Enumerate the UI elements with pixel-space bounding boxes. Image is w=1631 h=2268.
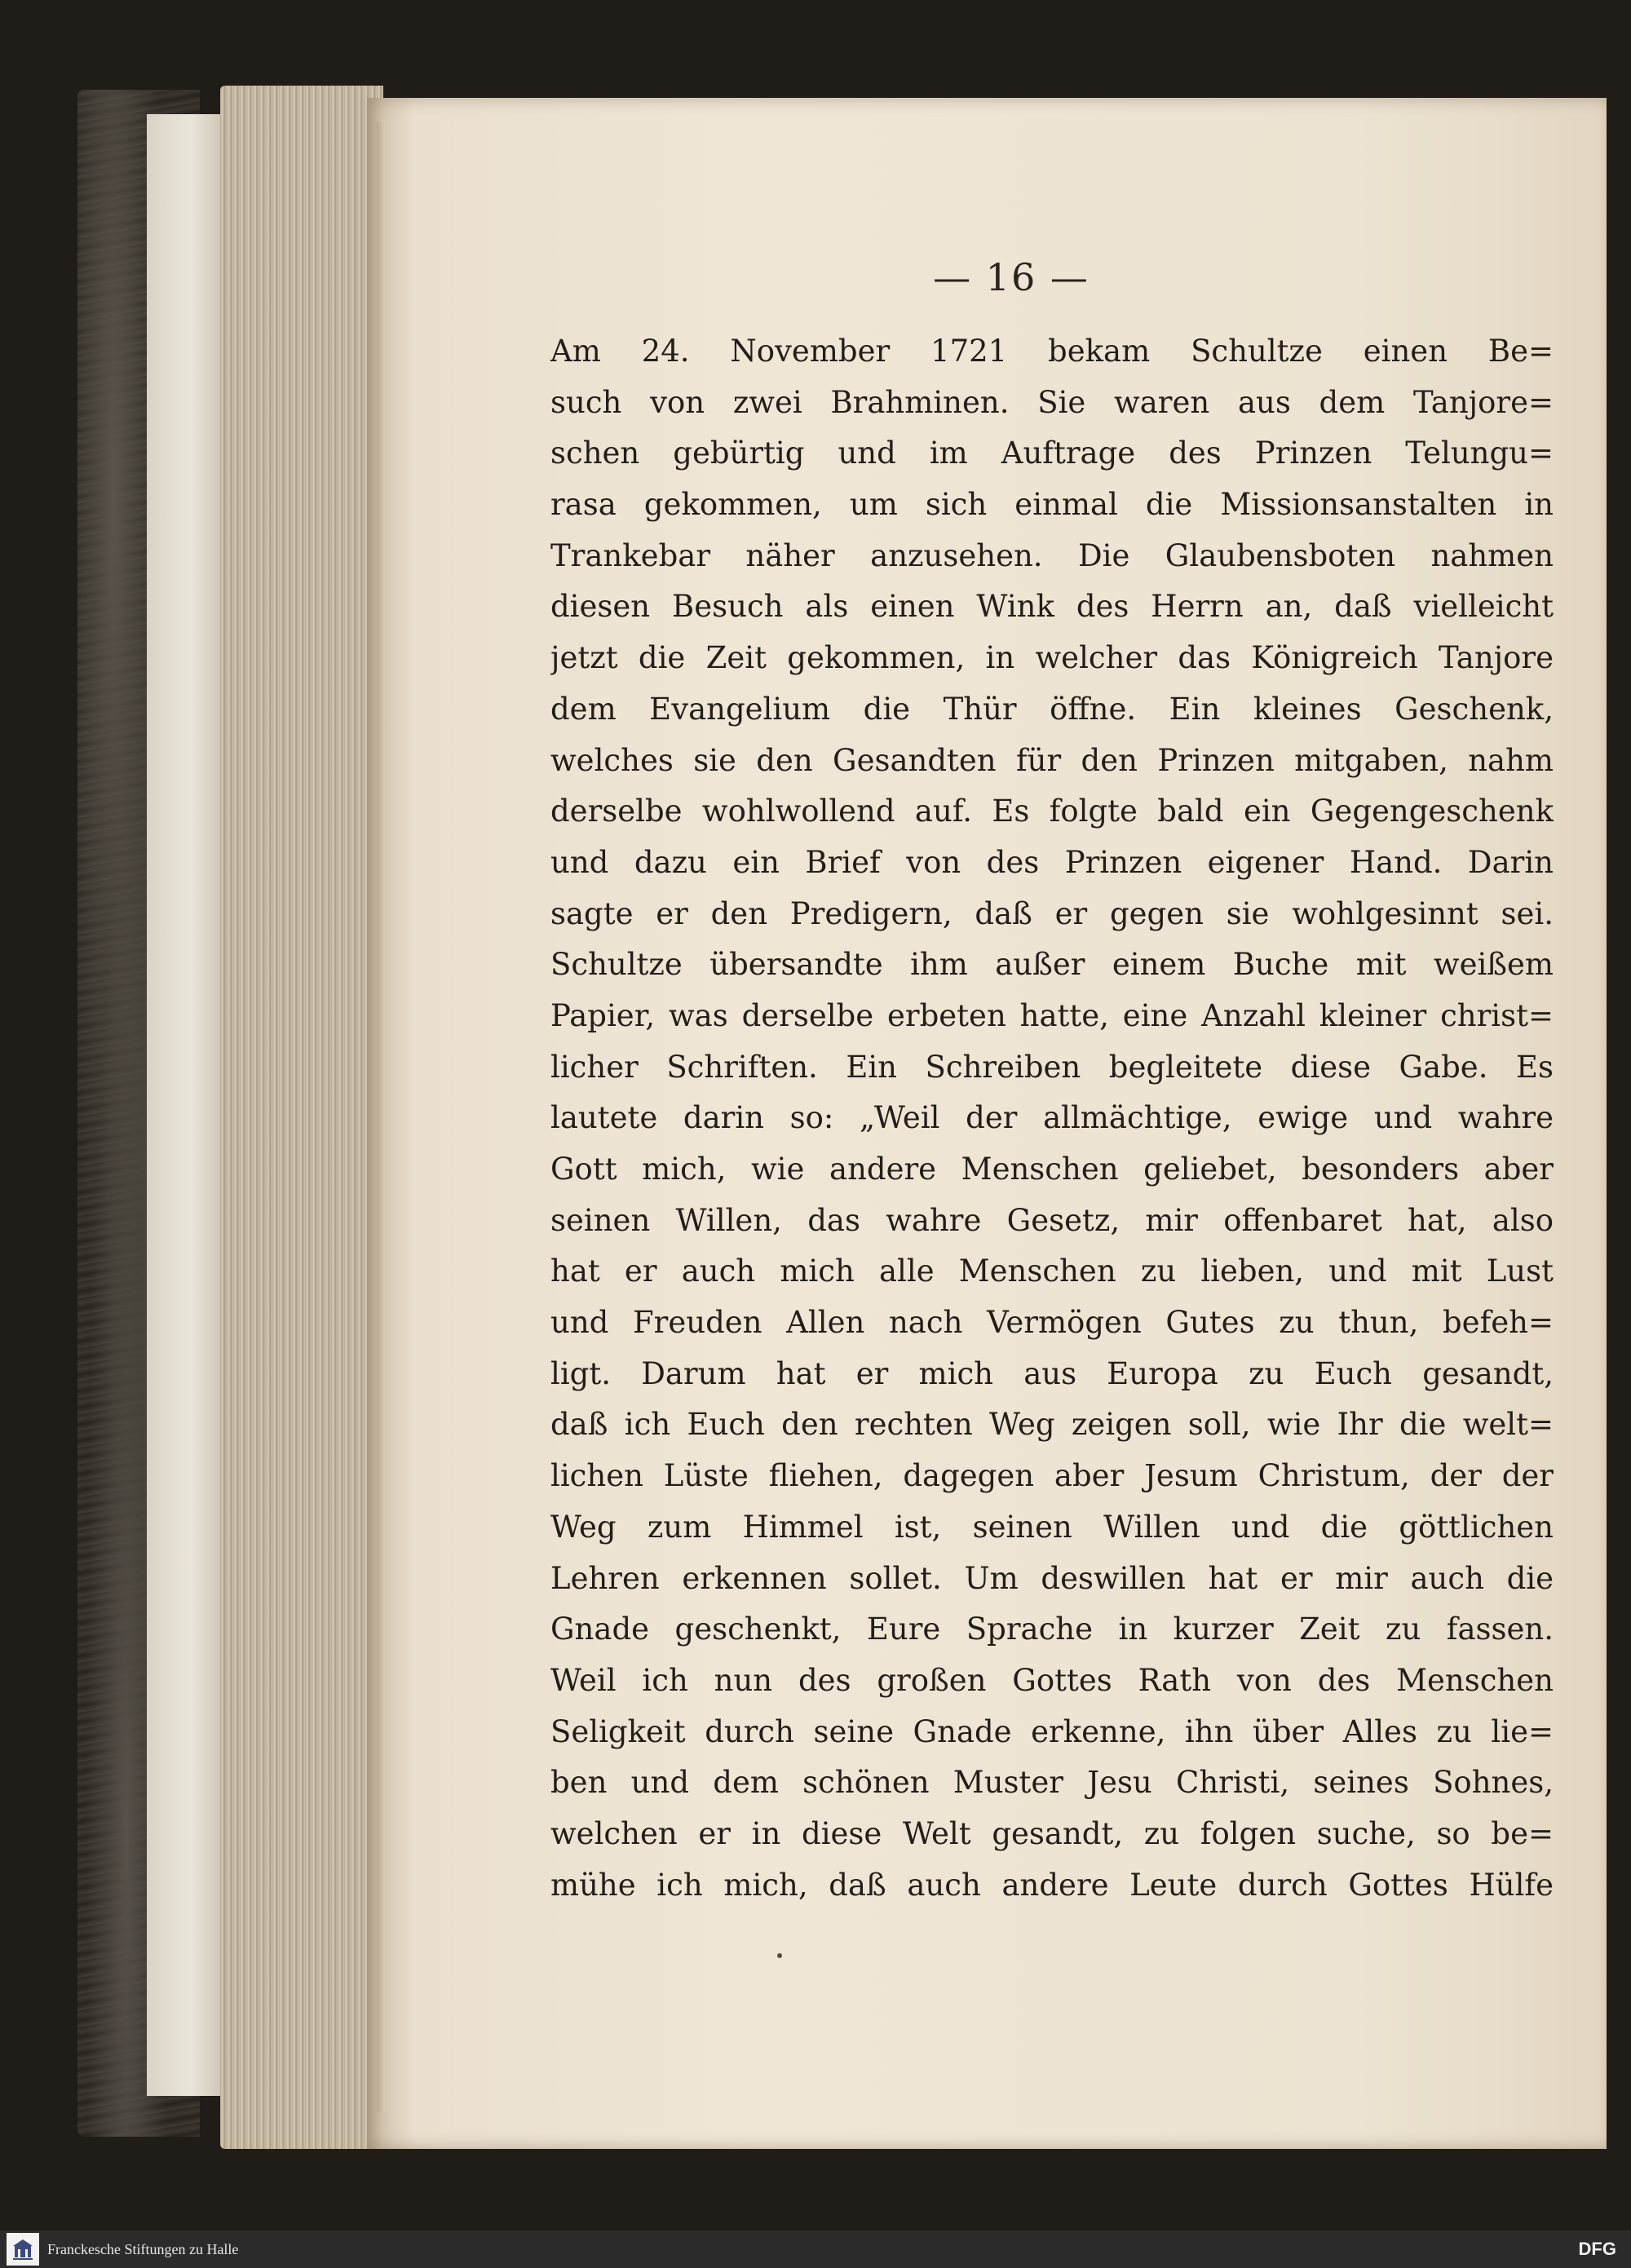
text-line: Gnade geschenkt, Eure Sprache in kurzer Zeit zu fassen. [550, 1611, 1554, 1647]
text-line: such von zwei Brahminen. Sie waren aus dem Tanjore= [550, 384, 1554, 420]
page-body-text [550, 326, 1554, 1911]
text-line: Schultze übersandte ihm außer einem Buche mit weißem [550, 947, 1554, 983]
text-line: sagte er den Predigern, daß er gegen sie wohlgesinnt sei. [550, 895, 1554, 931]
book-flyleaf [147, 114, 220, 2096]
text-line: hat er auch mich alle Menschen zu lieben, und mit Lust [550, 1253, 1554, 1289]
text-line: Weil ich nun des großen Gottes Rath von des Menschen [550, 1662, 1554, 1698]
text-line: dem Evangelium die Thür öffne. Ein kleines Geschenk, [550, 691, 1554, 727]
text-line: welchen er in diese Welt gesandt, zu folgen suche, so be= [550, 1815, 1554, 1851]
text-line: mühe ich mich, daß auch andere Leute durch Gottes Hülfe [550, 1867, 1554, 1903]
funder-logo-text: DFG [1578, 2239, 1616, 2259]
viewer-footer-bar [0, 2230, 1631, 2268]
text-line: licher Schriften. Ein Schreiben begleitete diese Gabe. Es [550, 1049, 1554, 1085]
institution-name[interactable]: Franckesche Stiftungen zu Halle [47, 2240, 239, 2257]
text-line: lichen Lüste fliehen, dagegen aber Jesum Christum, der der [550, 1458, 1554, 1494]
text-line: ben und dem schönen Muster Jesu Christi, seines Sohnes, [550, 1765, 1554, 1801]
text-line: daß ich Euch den rechten Weg zeigen soll, wie Ihr die welt= [550, 1407, 1554, 1443]
paper-speck [777, 1953, 782, 1958]
text-line: derselbe wohlwollend auf. Es folgte bald ein Gegengeschenk [550, 794, 1554, 829]
text-line: welches sie den Gesandten für den Prinzen mitgaben, nahm [550, 742, 1554, 778]
text-line: und Freuden Allen nach Vermögen Gutes zu thun, befeh= [550, 1305, 1554, 1341]
page-number: — 16 — [933, 255, 1090, 299]
text-line: und dazu ein Brief von des Prinzen eigener Hand. Darin [550, 844, 1554, 880]
text-line: lautete darin so: „Weil der allmächtige, ewige und wahre [550, 1100, 1554, 1136]
page-stack-edges [220, 86, 383, 2149]
text-line: Weg zum Himmel ist, seinen Willen und die göttlichen [550, 1509, 1554, 1545]
text-line: diesen Besuch als einen Wink des Herrn an, daß vielleicht [550, 589, 1554, 625]
foundation-logo-icon [7, 2233, 39, 2266]
text-line: Seligkeit durch seine Gnade erkenne, ihn über Alles zu lie= [550, 1713, 1554, 1749]
text-line: Gott mich, wie andere Menschen geliebet, besonders aber [550, 1152, 1554, 1187]
text-line: jetzt die Zeit gekommen, in welcher das Königreich Tanjore [550, 640, 1554, 676]
text-line: Lehren erkennen sollet. Um deswillen hat er mir auch die [550, 1560, 1554, 1596]
text-line: Papier, was derselbe erbeten hatte, eine Anzahl kleiner christ= [550, 997, 1554, 1033]
text-line: seinen Willen, das wahre Gesetz, mir offenbaret hat, also [550, 1202, 1554, 1238]
text-line: ligt. Darum hat er mich aus Europa zu Euch gesandt, [550, 1355, 1554, 1391]
text-line: Am 24. November 1721 bekam Schultze einen Be= [550, 334, 1554, 369]
text-line: rasa gekommen, um sich einmal die Missionsanstalten in [550, 487, 1554, 523]
text-line: schen gebürtig und im Auftrage des Prinzen Telungu= [550, 435, 1554, 471]
page-gutter [377, 122, 385, 2112]
text-line: Trankebar näher anzusehen. Die Glaubensboten nahmen [550, 537, 1554, 573]
